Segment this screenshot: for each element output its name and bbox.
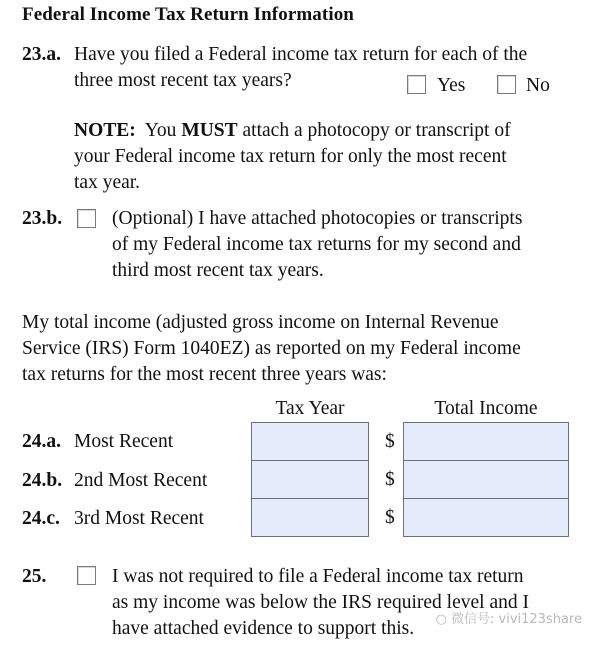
- question-25-line-2: as my income was below the IRS required level and I: [112, 592, 529, 613]
- note-line-1: [74, 118, 511, 144]
- row-24a-number: 24.a.: [22, 431, 61, 452]
- yes-label: Yes: [437, 75, 466, 96]
- row-24a-label: Most Recent: [74, 431, 174, 452]
- note-must: MUST: [181, 120, 238, 141]
- note-pre: You: [144, 120, 177, 141]
- income-intro-line-1: My total income (adjusted gross income on Internal Revenue: [22, 312, 499, 333]
- currency-symbol: $: [385, 469, 395, 490]
- income-intro-line-2: Service (IRS) Form 1040EZ) as reported on my Federal income: [22, 338, 521, 359]
- question-23b-line-1: (Optional) I have attached photocopies or transcripts: [112, 208, 523, 229]
- yes-checkbox[interactable]: [407, 75, 426, 94]
- optional-returns-checkbox[interactable]: [77, 209, 96, 228]
- note-post: attach a photocopy or transcript of: [242, 120, 511, 141]
- income-intro-line-3: tax returns for the most recent three years was:: [22, 364, 387, 385]
- total-income-3rd-most-recent-field[interactable]: [403, 498, 569, 537]
- tax-year-2nd-most-recent-field[interactable]: [251, 460, 369, 499]
- note-line-2: your Federal income tax return for only the most recent: [74, 146, 507, 167]
- question-23b-line-2: of my Federal income tax returns for my second and: [112, 234, 521, 255]
- tax-year-3rd-most-recent-field[interactable]: [251, 498, 369, 537]
- tax-year-column-header: Tax Year: [275, 398, 345, 419]
- total-income-most-recent-field[interactable]: [403, 422, 569, 461]
- tax-year-most-recent-field[interactable]: [251, 422, 369, 461]
- total-income-column-header: Total Income: [434, 398, 538, 419]
- row-24b-label: 2nd Most Recent: [74, 470, 208, 491]
- question-25-line-1: I was not required to file a Federal income tax return: [112, 566, 524, 587]
- note-label: NOTE:: [74, 120, 136, 141]
- question-23a-number: 23.a.: [22, 44, 61, 65]
- no-label: No: [526, 75, 550, 96]
- question-25-line-3: have attached evidence to support this.: [112, 618, 415, 639]
- not-required-to-file-checkbox[interactable]: [77, 566, 96, 585]
- row-24b-number: 24.b.: [22, 470, 63, 491]
- currency-symbol: $: [385, 431, 395, 452]
- total-income-2nd-most-recent-field[interactable]: [403, 460, 569, 499]
- no-checkbox[interactable]: [497, 75, 516, 94]
- question-23a-line-2: three most recent tax years?: [74, 70, 292, 91]
- wechat-icon: ○: [435, 612, 448, 627]
- question-25-number: 25.: [22, 566, 47, 587]
- row-24c-label: 3rd Most Recent: [74, 508, 204, 529]
- question-23b-line-3: third most recent tax years.: [112, 260, 324, 281]
- section-heading: Federal Income Tax Return Information: [22, 4, 354, 25]
- note-line-3: tax year.: [74, 172, 141, 193]
- watermark-text: 微信号: vivi123share: [451, 612, 582, 627]
- row-24c-number: 24.c.: [22, 508, 60, 529]
- question-23a-line-1: Have you filed a Federal income tax return for each of the: [74, 44, 528, 65]
- question-23b-number: 23.b.: [22, 208, 63, 229]
- watermark: [436, 608, 582, 627]
- currency-symbol: $: [385, 507, 395, 528]
